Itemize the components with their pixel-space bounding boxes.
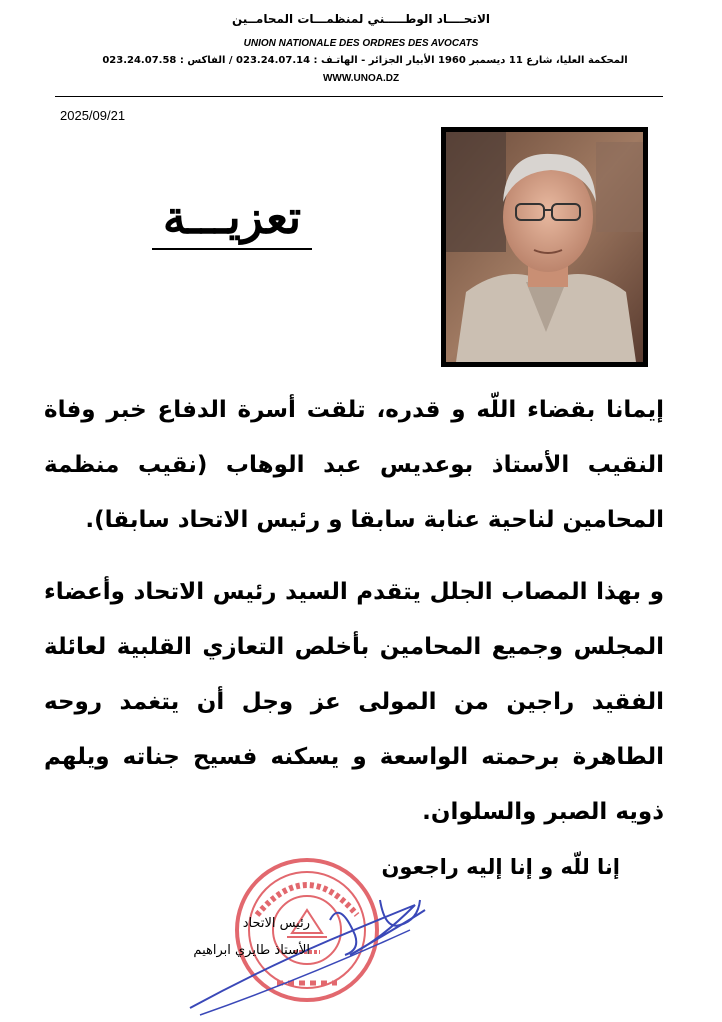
org-address: المحكمة العليا، شارع 11 ديسمبر 1960 الأبيار الجزائر - الهاتـف : 023.24.07.14 / الفاكس : 023.24.07.58 bbox=[102, 55, 628, 66]
header-divider bbox=[55, 96, 663, 97]
org-name-french: UNION NATIONALE DES ORDRES DES AVOCATS bbox=[243, 38, 479, 49]
document-title: تعزيـــة bbox=[152, 190, 312, 250]
org-website: WWW.UNOA.DZ bbox=[322, 73, 400, 84]
portrait-image bbox=[446, 132, 643, 362]
document-date: 2025/09/21 bbox=[60, 108, 126, 123]
deceased-photo bbox=[441, 127, 648, 367]
signatory-role: رئيس الاتحاد bbox=[242, 916, 310, 931]
org-name-arabic: الاتحــــاد الوطـــــني لمنظمـــات المحامــين bbox=[232, 12, 490, 26]
condolence-paragraph-2: و بهذا المصاب الجلل يتقدم السيد رئيس الاتحاد وأعضاء المجلس وجميع المحامين بأخلص التعازي القلبية لعائلة الفقيد راجين من المولى عز وجل أن يتغمد روحه الطاهرة برحمته الواسعة و يسكنه فسيح جناته ويلهم ذويه الصبر والسلوان. bbox=[44, 579, 664, 825]
closing-verse: إنا للّه و إنا إليه راجعون bbox=[381, 855, 620, 879]
signatory-name: الأستاذ طايري ابراهيم bbox=[193, 943, 310, 958]
condolence-paragraph-1: إيمانا بقضاء اللّه و قدره، تلقت أسرة الدفاع خبر وفاة النقيب الأستاذ بوعديس عبد الوهاب (نقيب منظمة المحامين لناحية عنابة سابقا و رئيس الاتحاد سابقا). bbox=[44, 397, 664, 533]
